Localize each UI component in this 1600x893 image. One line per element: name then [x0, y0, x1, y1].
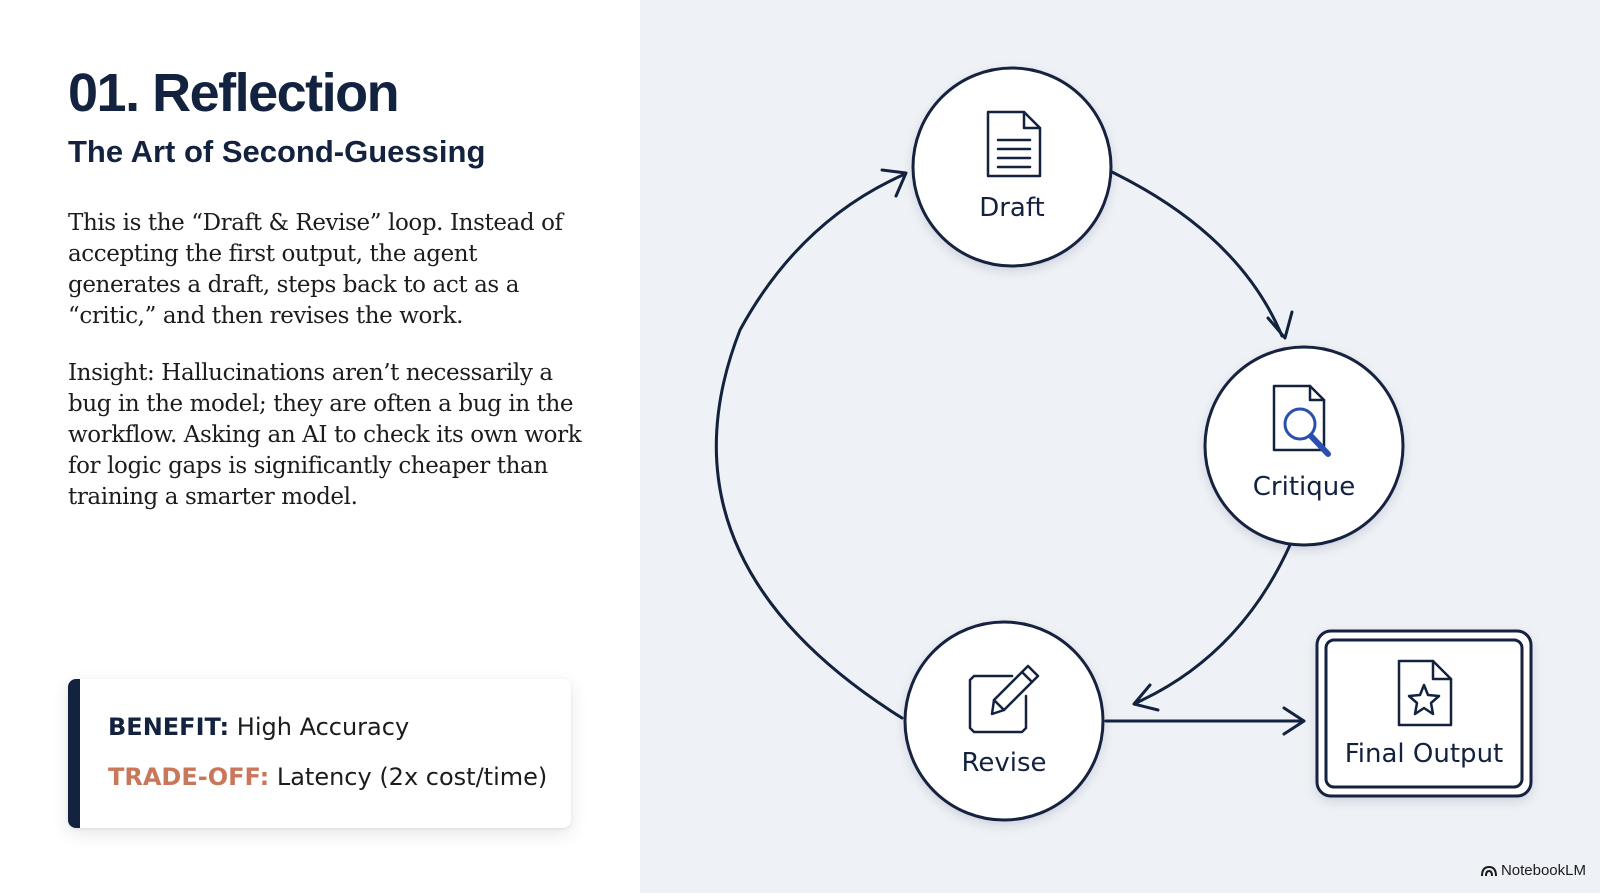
critique-label: Critique [1252, 472, 1356, 502]
final-output-label: Final Output [1344, 739, 1504, 769]
description-paragraph: This is the “Draft & Revise” loop. Instead of accepting the first output, the agent generates a draft, steps back to act as a “critic,” and then revises the work. [68, 210, 563, 329]
document-search-icon [1274, 386, 1328, 454]
node-revise [905, 622, 1103, 820]
node-draft [913, 68, 1111, 266]
brand-watermark [1481, 862, 1586, 879]
draft-label: Draft [979, 193, 1045, 223]
tradeoff-label: TRADE-OFF: [108, 763, 270, 791]
tradeoff-value: Latency (2x cost/time) [276, 763, 548, 791]
notebooklm-logo-icon [1481, 865, 1497, 877]
page-subtitle: The Art of Second-Guessing [68, 134, 486, 169]
insight-paragraph: Insight: Hallucinations aren’t necessarily a bug in the model; they are often a bug in the workflow. Asking an AI to check its own work for logic gaps is significantly cheaper than training a smarter model. [68, 360, 582, 510]
brand-name: NotebookLM [1500, 862, 1586, 879]
page-title: 01. Reflection [68, 63, 399, 123]
node-critique [1205, 347, 1403, 545]
arrow-revise-to-draft [716, 174, 905, 718]
node-final-output [1317, 631, 1531, 796]
revise-label: Revise [961, 748, 1047, 778]
arrow-draft-to-critique [1112, 172, 1282, 336]
benefit-label: BENEFIT: [108, 713, 230, 741]
benefit-value: High Accuracy [236, 713, 410, 741]
arrow-critique-to-revise [1138, 545, 1290, 702]
